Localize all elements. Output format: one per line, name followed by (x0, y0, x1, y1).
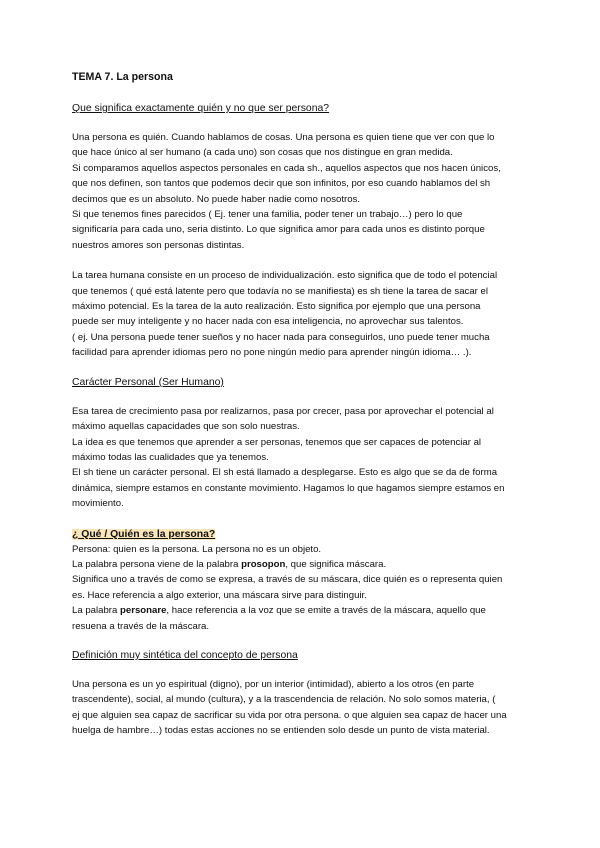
text-line: puede ser muy inteligente y no hacer nada con esa inteligencia, no aprovechar sus talentos. (72, 316, 464, 328)
paragraph-quien-1 (72, 130, 532, 253)
text-line: Una persona es quién. Cuando hablamos de cosas. Una persona es quien tiene que ver con que lo (72, 132, 495, 143)
text-line: La idea es que tenemos que aprender a ser personas, tenemos que ser capaces de potenciar al (72, 436, 482, 448)
text-line: Una persona es un yo espiritual (digno), por un interior (intimidad), abierto a los otros (en parte (72, 678, 475, 690)
document-title: TEMA 7. La persona (72, 71, 173, 83)
text-line: Si que tenemos fines parecidos ( Ej. tener una familia, poder tener un trabajo…) pero lo que (72, 209, 463, 221)
paragraph-quien-2 (72, 268, 532, 360)
text-line: máximo potencial. Es la tarea de la auto realización. Esto significa por ejemplo que una persona (72, 301, 481, 313)
text-line: ej que alguien sea capaz de sacrificar su vida por otra persona. o que alguien sea capaz de hacer una (72, 709, 507, 721)
highlighted-heading-text: ¿ Qué / Quién es la persona? (72, 528, 216, 540)
text-line: ( ej. Una persona puede tener sueños y no hacer nada para conseguirlos, uno puede tener mucha (72, 331, 490, 343)
section-heading-definicion: Definición muy sintética del concepto de persona (72, 649, 298, 661)
text-line: movimiento. (72, 498, 124, 510)
paragraph-persona (72, 542, 532, 634)
term-prosopon: prosopon (241, 558, 286, 570)
text-line: nuestros amores son personas distintas. (72, 239, 245, 251)
text-line: Persona: quien es la persona. La persona no es un objeto. (72, 543, 322, 555)
text-line: trascendente), social, al mundo (cultura), y a la trascendencia de relación. No solo somos materia, ( (72, 694, 496, 706)
term-personare: personare (120, 605, 167, 617)
text-line: La tarea humana consiste en un proceso de individualización. esto significa que de todo el potencial (72, 270, 498, 282)
text-line: La palabra personare, hace referencia a la voz que se emite a través de la máscara, aquello que (72, 605, 486, 617)
text-line: máximo todas las cualidades que ya tenemos. (72, 451, 269, 463)
text-line: significaría para cada uno, seria distinto. Lo que significa amor para cada unos es distinto porque (72, 224, 485, 236)
paragraph-caracter (72, 404, 532, 512)
text-line: es. Hace referencia a algo exterior, una máscara sirve para distinguir. (72, 589, 367, 601)
text-line: huelga de hambre…) todas estas acciones no se entienden solo desde un punto de vista material. (72, 725, 490, 737)
text-line: dinámica, siempre estamos en constante movimiento. Hagamos lo que hagamos siempre estamos en (72, 482, 505, 494)
text-line: La palabra persona viene de la palabra prosopon, que significa máscara. (72, 558, 387, 570)
text-line: Si comparamos aquellos aspectos personales en cada sh., aquellos aspectos que nos hacen únicos, (72, 162, 501, 174)
text-line: resuena a través de la máscara. (72, 620, 210, 632)
section-heading-quien: Que significa exactamente quién y no que ser persona? (72, 103, 330, 114)
section-heading-que-quien (72, 527, 532, 542)
text-line: que nos definen, son tantos que podemos decir que son infinitos, por eso cuando hablamos del sh (72, 178, 491, 190)
text-line: que hace único al ser humano (a cada uno) son cosas que nos distingue en gran medida. (72, 147, 453, 159)
document-page (72, 70, 532, 739)
text-line: Significa uno a través de como se expresa, a través de su máscara, dice quién es o representa quien (72, 574, 503, 586)
text-line: El sh tiene un carácter personal. El sh está llamado a desplegarse. Esto es algo que se da de forma (72, 467, 498, 479)
text-line: máximo aquellas capacidades que son solo nuestras. (72, 421, 300, 433)
text-line: Esa tarea de crecimiento pasa por realizarnos, pasa por crecer, pasa por aprovechar el potencial al (72, 405, 494, 417)
text-line: que tenemos ( qué está latente pero que todavía no se manifiesta) es sh tiene la tarea de sacar el (72, 285, 488, 297)
paragraph-definicion (72, 677, 532, 739)
text-line: decimos que es un absoluto. No puede haber nadie como nosotros. (72, 193, 360, 205)
section-heading-caracter: Carácter Personal (Ser Humano) (72, 376, 224, 388)
text-line: facilidad para aprender idiomas pero no pone ningún medio para aprender ningún idioma… .). (72, 347, 472, 359)
